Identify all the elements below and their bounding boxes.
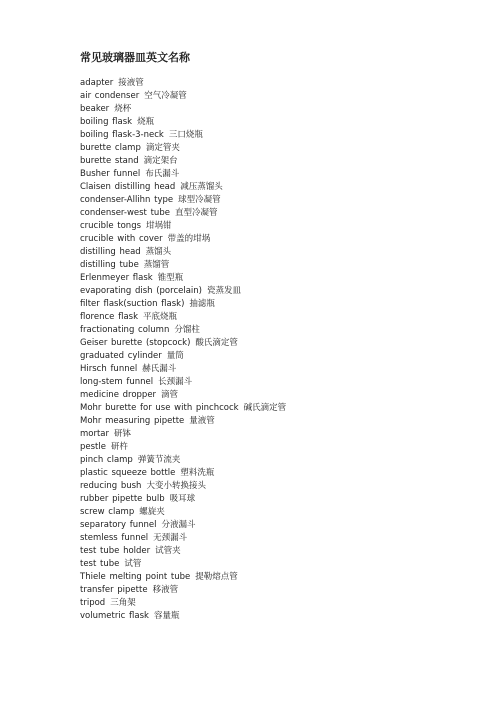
glossary-entry xyxy=(80,610,286,623)
english-term: Busher funnel xyxy=(80,169,141,179)
chinese-term: 量筒 xyxy=(166,351,184,361)
chinese-term: 接液管 xyxy=(118,78,144,88)
chinese-term: 滴定管夹 xyxy=(145,143,180,153)
chinese-term: 分馏柱 xyxy=(174,325,200,335)
glossary-entry xyxy=(80,376,286,389)
english-term: Hirsch funnel xyxy=(80,364,138,374)
chinese-term: 研钵 xyxy=(114,429,132,439)
glossary-entry xyxy=(80,103,286,116)
chinese-term: 碱氏滴定管 xyxy=(243,403,287,413)
glossary-entry xyxy=(80,532,286,545)
glossary-entry xyxy=(80,350,286,363)
glossary-entry xyxy=(80,233,286,246)
chinese-term: 空气冷凝管 xyxy=(144,91,187,101)
glossary-entry xyxy=(80,168,286,181)
glossary-entry xyxy=(80,194,286,207)
english-term: Mohr burette for use with pinchcock xyxy=(80,403,239,413)
chinese-term: 瓷蒸发皿 xyxy=(206,286,241,296)
english-term: florence flask xyxy=(80,312,138,322)
chinese-term: 滴管 xyxy=(161,390,179,400)
glossary-entry xyxy=(80,324,286,337)
english-term: Geiser burette (stopcock) xyxy=(80,338,191,348)
glossary-entry xyxy=(80,558,286,571)
english-term: air condenser xyxy=(80,91,140,101)
english-term: Erlenmeyer flask xyxy=(80,273,153,283)
english-term: condenser-west tube xyxy=(80,208,170,218)
glossary-entry xyxy=(80,298,286,311)
chinese-term: 试管夹 xyxy=(155,546,181,556)
glossary-entry xyxy=(80,285,286,298)
english-term: condenser-Allihn type xyxy=(80,195,174,205)
chinese-term: 抽滤瓶 xyxy=(189,299,215,309)
english-term: distilling tube xyxy=(80,260,139,270)
glossary-entry xyxy=(80,363,286,376)
chinese-term: 三口烧瓶 xyxy=(168,130,203,140)
glossary-entry xyxy=(80,389,286,402)
english-term: medicine dropper xyxy=(80,390,157,400)
english-term: plastic squeeze bottle xyxy=(80,468,176,478)
chinese-term: 滴定架台 xyxy=(143,156,178,166)
chinese-term: 提勒熔点管 xyxy=(195,572,238,582)
english-term: transfer pipette xyxy=(80,585,148,595)
glossary-entry xyxy=(80,259,286,272)
chinese-term: 减压蒸馏头 xyxy=(180,182,223,192)
chinese-term: 带盖的坩埚 xyxy=(167,234,211,244)
english-term: crucible tongs xyxy=(80,221,142,231)
glassware-term-list xyxy=(80,77,286,623)
english-term: beaker xyxy=(80,104,110,114)
english-term: adapter xyxy=(80,78,114,88)
glossary-entry xyxy=(80,584,286,597)
english-term: pestle xyxy=(80,442,106,452)
chinese-term: 弹簧节流夹 xyxy=(137,455,181,465)
english-term: Thiele melting point tube xyxy=(80,572,191,582)
glossary-entry xyxy=(80,454,286,467)
chinese-term: 容量瓶 xyxy=(153,611,180,621)
english-term: fractionating column xyxy=(80,325,170,335)
english-term: mortar xyxy=(80,429,110,439)
glossary-entry xyxy=(80,441,286,454)
glossary-entry xyxy=(80,116,286,129)
chinese-term: 锥型瓶 xyxy=(157,273,184,283)
english-term: crucible with cover xyxy=(80,234,163,244)
chinese-term: 酸氏滴定管 xyxy=(195,338,238,348)
glossary-entry xyxy=(80,311,286,324)
english-term: long-stem funnel xyxy=(80,377,154,387)
glossary-entry xyxy=(80,402,286,415)
glossary-entry xyxy=(80,90,286,103)
english-term: separatory funnel xyxy=(80,520,157,530)
glossary-entry xyxy=(80,181,286,194)
english-term: distilling head xyxy=(80,247,141,257)
english-term: evaporating dish (porcelain) xyxy=(80,286,202,296)
chinese-term: 吸耳球 xyxy=(169,494,196,504)
page-title: 常见玻璃器皿英文名称 xyxy=(80,51,190,64)
glossary-entry xyxy=(80,129,286,142)
english-term: screw clamp xyxy=(80,507,135,517)
english-term: boiling flask-3-neck xyxy=(80,130,164,140)
chinese-term: 直型冷凝管 xyxy=(174,208,218,218)
glossary-entry xyxy=(80,77,286,90)
glossary-entry xyxy=(80,480,286,493)
english-term: burette clamp xyxy=(80,143,141,153)
chinese-term: 长颈漏斗 xyxy=(158,377,193,387)
glossary-entry xyxy=(80,246,286,259)
chinese-term: 移液管 xyxy=(152,585,179,595)
english-term: volumetric flask xyxy=(80,611,149,621)
chinese-term: 大变小转换接头 xyxy=(146,481,206,491)
chinese-term: 赫氏漏斗 xyxy=(142,364,177,374)
english-term: filter flask(suction flask) xyxy=(80,299,185,309)
chinese-term: 三角架 xyxy=(110,598,136,608)
glossary-entry xyxy=(80,337,286,350)
english-term: graduated cylinder xyxy=(80,351,162,361)
glossary-entry xyxy=(80,428,286,441)
glossary-entry xyxy=(80,493,286,506)
glossary-entry xyxy=(80,506,286,519)
glossary-entry xyxy=(80,571,286,584)
glossary-entry xyxy=(80,597,286,610)
glossary-entry xyxy=(80,467,286,480)
chinese-term: 研杵 xyxy=(110,442,128,452)
english-term: Claisen distilling head xyxy=(80,182,176,192)
glossary-entry xyxy=(80,545,286,558)
chinese-term: 球型冷凝管 xyxy=(178,195,221,205)
chinese-term: 量液管 xyxy=(189,416,215,426)
english-term: boiling flask xyxy=(80,117,133,127)
chinese-term: 蒸馏管 xyxy=(143,260,170,270)
english-term: pinch clamp xyxy=(80,455,133,465)
glossary-entry xyxy=(80,220,286,233)
chinese-term: 平底烧瓶 xyxy=(143,312,178,322)
chinese-term: 烧瓶 xyxy=(137,117,155,127)
chinese-term: 螺旋夹 xyxy=(139,507,165,517)
chinese-term: 布氏漏斗 xyxy=(145,169,180,179)
glossary-entry xyxy=(80,207,286,220)
glossary-entry xyxy=(80,142,286,155)
chinese-term: 试管 xyxy=(124,559,142,569)
glossary-entry xyxy=(80,415,286,428)
english-term: burette stand xyxy=(80,156,139,166)
english-term: stemless funnel xyxy=(80,533,149,543)
english-term: rubber pipette bulb xyxy=(80,494,165,504)
glossary-entry xyxy=(80,155,286,168)
english-term: reducing bush xyxy=(80,481,142,491)
chinese-term: 蒸馏头 xyxy=(145,247,172,257)
english-term: test tube xyxy=(80,559,120,569)
chinese-term: 无颈漏斗 xyxy=(153,533,188,543)
glossary-entry xyxy=(80,519,286,532)
english-term: Mohr measuring pipette xyxy=(80,416,185,426)
chinese-term: 烧杯 xyxy=(114,104,132,114)
chinese-term: 塑料洗瓶 xyxy=(180,468,215,478)
english-term: tripod xyxy=(80,598,106,608)
chinese-term: 坩埚钳 xyxy=(146,221,172,231)
english-term: test tube holder xyxy=(80,546,151,556)
glossary-entry xyxy=(80,272,286,285)
chinese-term: 分液漏斗 xyxy=(161,520,196,530)
